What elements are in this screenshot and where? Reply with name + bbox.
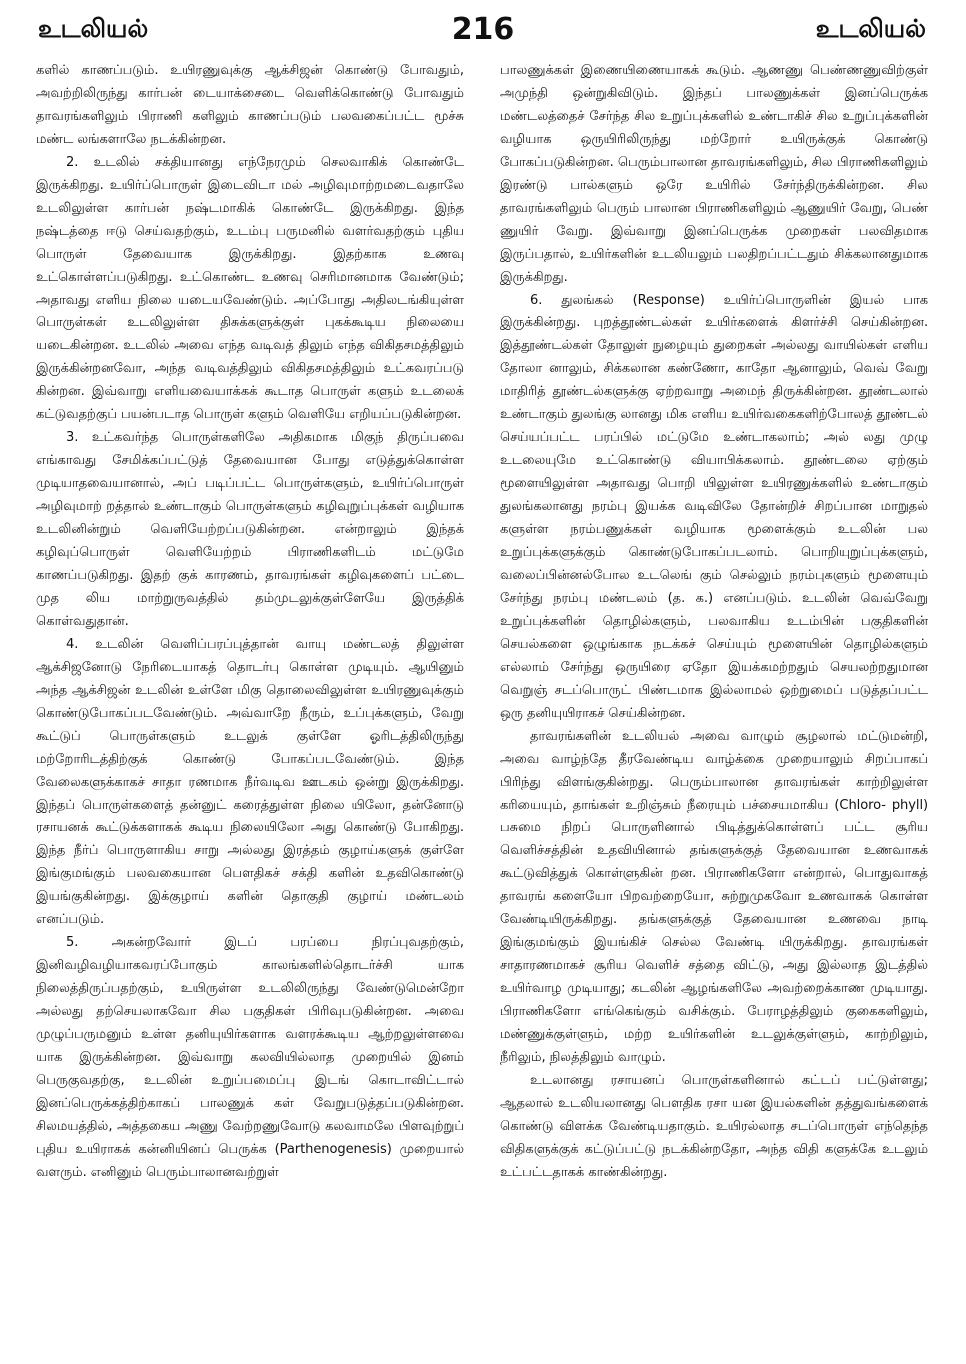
paragraph-6-response: 6. துலங்கல் (Response) உயிர்ப்பொருளின் இயல் பாக இருக்கின்றது. புறத்தூண்டல்கள் உயிர்களைக் கிளர்ச்சி செய்கின்றன. இத்தூண்டல்கள் தோலுள் நுழையும் துறைகள் அல்லது வாயில்கள் எளிய தோலா னாலும், சிக்கலான கண்ணோ, காதோ ஆனாலும், வெவ் வேறு மாதிரித் தூண்டல்களுக்கு ஏற்றவாறு அமைந் திருக்கின்றன. தூண்டலால் உண்டாகும் துலங்கு லானது மிக எளிய உயிர்வகைகளிற்போலத் தூண்டல் செய்யப்பட்ட பரப்பில் மட்டுமே உண்டாகலாம்; அல் லது முழு உடலையுமே உட்கொண்டு வியாபிக்கலாம். தூண்டலை ஏற்கும் மூளையிலுள்ள அதாவது பொறி யிலுள்ள உயிரணுக்களில் உண்டாகும் துலங்கலானது நரம்பு இயக்க வடிவிலே தோன்றிச் சிறப்பான மாறுதல் களுள்ள நரம்பணுக்கள் வழியாக மூளைக்கும் உடலின் பல உறுப்புக்களுக்கும் கொண்டுபோகப்படலாம். பொறியுறுப்புக்களும், வலைப்பின்னல்போல உடலெங் கும் செல்லும் நரம்புகளும் மூளையும் சேர்ந்து நரம்பு மண்டலம் (த. க.) எனப்படும். உடலின் வெவ்வேறு உறுப்புக்களின் தொழில்களும், பலவாகிய உடம்பின் பகுதிகளின் செயல்களை ஒழுங்காக நடக்கச் செய்யும் மூளையின் தொழில்களும் எல்லாம் சேர்ந்து ஒருயிரை ஏதோ இயக்கமற்றதும் செயலற்றதுமான வெறுஞ் சடப்பொருட் பிண்டமாக இல்லாமல் ஒற்றுமைப் படுத்தப்பட்ட ஒரு தனியுயிராகச் செய்கின்றன. [500, 292, 928, 721]
paragraph-plant-physiology: தாவரங்களின் உடலியல் அவை வாழும் சூழலால் மட்டுமன்றி, அவை வாழ்ந்தே தீரவேண்டிய வாழ்க்கை முறையாலும் சிறப்பாகப் பிரிந்து விளங்குகின்றது. பெரும்பாலான தாவரங்கள் காற்றிலுள்ள கரியையும், தாங்கள் உறிஞ்சும் நீரையும் பச்சையமாகிய (Chloro- phyll) பசுமை நிறப் பொருளினால் பிடித்துக்கொள்ளப் பட்ட சூரிய வெளிச்சத்தின் உதவியினால் தங்களுக்குத் தேவையான உணவாகக் கூட்டுவித்துக் கொள்ளுகின் றன. பிராணிகளோ என்றால், பொதுவாகத் தாவரங் களையோ பிறவற்றையோ, சுற்றுமுகவோ உணவாகக் கொள்ள வேண்டியிருக்கிறது. தங்களுக்குத் தேவையான உணவை நாடி இங்குமங்கும் இயங்கிச் செல்ல வேண்டி யிருக்கிறது. தாவரங்கள் சாதாரணமாகச் சூரிய வெளிச் சத்தை விட்டு, அது இல்லாத இடத்தில் உயிர்வாழ முடியாது; கடலின் ஆழங்களிலே அவற்றைக்காண முடியாது. பிராணிகளோ எங்கெங்கும் வசிக்கும். பேராழத்திலும் குகைகளிலும், மண்ணுக்குள்ளும், மற்ற உயிர்களின் உடலுக்குள்ளும், காற்றிலும், நீரிலும், நிலத்திலும் வாழும். [500, 728, 928, 1065]
paragraph-3-excretion: 3. உட்கவர்ந்த பொருள்களிலே அதிகமாக மிகுந் திருப்பவை எங்காவது சேமிக்கப்பட்டுத் தேவையான போது எடுத்துக்கொள்ள முடியாதவையானால், அப் படிப்பட்ட பொருள்களும், உயிர்ப்பொருள் அழிவுமாற் றத்தால் உண்டாகும் பொருள்களும் கழிவுறுப்புக்கள் வழியாக உடலினின்றும் வெளியேற்றப்படுகின்றன. என்றாலும் இந்தக் கழிவுப்பொருள் வெளியேற்றம் பிராணிகளிடம் மட்டுமே காணப்படுகிறது. இதற் குக் காரணம், தாவரங்கள் கழிவுகளைப் பட்டை முத லிய மாற்றுருவத்தில் தம்முடலுக்குள்ளேயே இருத்திக் கொள்வதுதான். [36, 430, 464, 629]
right-column [500, 60, 928, 1350]
paragraph-2-nutrition: 2. உடலில் சக்தியானது எந்நேரமும் செலவாகிக் கொண்டே இருக்கிறது. உயிர்ப்பொருள் இடைவிடா மல் அழிவுமாற்றமடைவதாலே உடலிலுள்ள கார்பன் நஷ்டமாகிக் கொண்டே இருக்கிறது. இந்த நஷ்டத்தை ஈடு செய்வதற்கும், உடம்பு பருமனில் வளர்வதற்கும் புதிய பொருள் தேவையாக இருக்கிறது. இதற்காக உணவு உட்கொள்ளப்படுகிறது. உட்கொண்ட உணவு செரிமானமாக வேண்டும்; அதாவது எளிய நிலை யடையவேண்டும். அப்போது அதிலடங்கியுள்ள பொருள்கள் உடலிலுள்ள திசுக்களுக்குள் புகக்கூடிய நிலையை யடைகின்றன. உடலில் அவை எந்த வடிவத் திலும் எந்த விகிதசமத்திலும் இருக்கின்றனவோ, அந்த வடிவத்திலும் விகிதசமத்திலும் உட்கவரப்படு கின்றன. இவ்வாறு எளியவையாக்கக் கூடாத பொருள் களும் உடலைக் கட்டுவதற்குப் பயன்படாத பொருள் களும் வெளியே எறியப்படுகின்றன. [36, 154, 464, 423]
paragraph-reproduction-continued: பாலணுக்கள் இணையிணையாகக் கூடும். ஆணணு பெண்ணணுவிற்குள் அமுந்தி ஒன்றுகிவிடும். இந்தப் பாலணுக்கள் இனப்பெருக்க மண்டலத்தைச் சேர்ந்த சில உறுப்புக்களில் உண்டாகிச் சில உறுப்புக்களின் வழியாக ஒருயிரிலிருந்து மற்றோர் உயிருக்குக் கொண்டு போகப்படுகின்றன. பெரும்பாலான தாவரங்களிலும், சில பிராணிகளிலும் இரண்டு பால்களும் ஒரே உயிரில் சேர்ந்திருக்கின்றன. சில தாவரங்களிலும் பெரும் பாலான பிராணிகளிலும் ஆணுயிர் வேறு, பெண் ணுயிர் வேறு. இவ்வாறு இனப்பெருக்க முறைகள் பலவிதமாக இருப்பதால், உயிர்களின் உடலியலும் பலதிறப்பட்டதும் சிக்கலானதுமாக இருக்கிறது. [500, 63, 928, 285]
paragraph-5-reproduction: 5. அகன்றவோர் இடப் பரப்பை நிரப்புவதற்கும், இனிவழிவழியாகவரப்போகும் காலங்களில்தொடர்ச்சி யாக நிலைத்திருப்பதற்கும், உயிருள்ள உடலிலிருந்து வேண்டுமென்றோ அல்லது தற்செயலாகவோ சில பகுதிகள் பிரிவுபடுகின்றன. அவை முழுப்பருமனும் உள்ள தனியுயிர்களாக வளரக்கூடிய ஆற்றலுள்ளவை யாக இருக்கின்றன. இவ்வாறு கலவியில்லாத முறையில் இனம் பெருகுவதற்கு, உடலின் உறுப்பமைப்பு இடங் கொடாவிட்டால் இனப்பெருக்கத்திற்காகப் பாலணுக் கள் வேறுபடுத்தப்படுகின்றன. சிலமயத்தில், அத்தகைய அணு வேற்றணுவோடு கலவாமலே பிளவுற்றுப் புதிய உயிராகக் கன்னியினப் பெருக்க (Parthenogenesis) முறையால் வளரும். எனினும் பெரும்பாலானவற்றுள் [36, 935, 464, 1180]
page-header [0, 10, 966, 50]
left-column [36, 60, 464, 1350]
running-title-right: உடலியல் [815, 14, 926, 43]
paragraph-respiration-continued: களில் காணப்படும். உயிரணுவுக்கு ஆக்சிஜன் கொண்டு போவதும், அவற்றிலிருந்து கார்பன் டையாக்சைடை வெளிக்கொண்டு போவதும் தாவரங்களிலும் பிராணி களிலும் காணப்படும் பலவகைப்பட்ட மூச்சு மண்ட லங்களாலே நடக்கின்றன. [36, 63, 464, 147]
paragraph-4-circulation: 4. உடலின் வெளிப்பரப்புத்தான் வாயு மண்டலத் திலுள்ள ஆக்சிஜனோடு நேரிடையாகத் தொடர்பு கொள்ள முடியும். ஆயினும் அந்த ஆக்சிஜன் உடலின் உள்ளே மிகு தொலைவிலுள்ள உயிரணுவுக்கும் கொண்டுபோகப்படவேண்டும். அவ்வாறே நீரும், உப்புக்களும், வேறு கூட்டுப் பொருள்களும் உடலுக் குள்ளே ஓரிடத்திலிருந்து மற்றோரிடத்திற்குக் கொண்டு போகப்படவேண்டும். இந்த வேலைகளுக்காகச் சாதா ரணமாக நீர்வடிவ ஊடகம் ஒன்று இருக்கிறது. இந்தப் பொருள்களைத் தன்னுட் கரைத்துள்ள நிலை யிலோ, தன்னோடு ரசாயனக் கூட்டுக்களாகக் கூடிய நிலையிலோ அது கொண்டு போகிறது. இந்த நீர்ப் பொருளாகிய சாறு அல்லது இரத்தம் குழாய்களுக் குள்ளே இங்குமங்கும் பலவகையான பௌதிகச் சக்தி களின் உதவிகொண்டு இயங்குகின்றது. இக்குழாய் களின் தொகுதி குழாய் மண்டலம் எனப்படும். [36, 636, 464, 928]
page-number: 216 [451, 12, 515, 47]
running-title-left: உடலியல் [38, 14, 149, 43]
paragraph-chemical-basis: உடலானது ரசாயனப் பொருள்களினால் கட்டப் பட்டுள்ளது; ஆதலால் உடலியலானது பௌதிக ரசா யன இயல்களின் தத்துவங்களைக் கொண்டு விளக்க வேண்டியதாகும். உயிரல்லாத சடப்பொருள் எந்தெந்த விதிகளுக்குக் கட்டுப்பட்டு நடக்கின்றதோ, அந்த விதி களுக்கே உடலும் உட்பட்டதாகக் காண்கின்றது. [500, 1072, 928, 1180]
